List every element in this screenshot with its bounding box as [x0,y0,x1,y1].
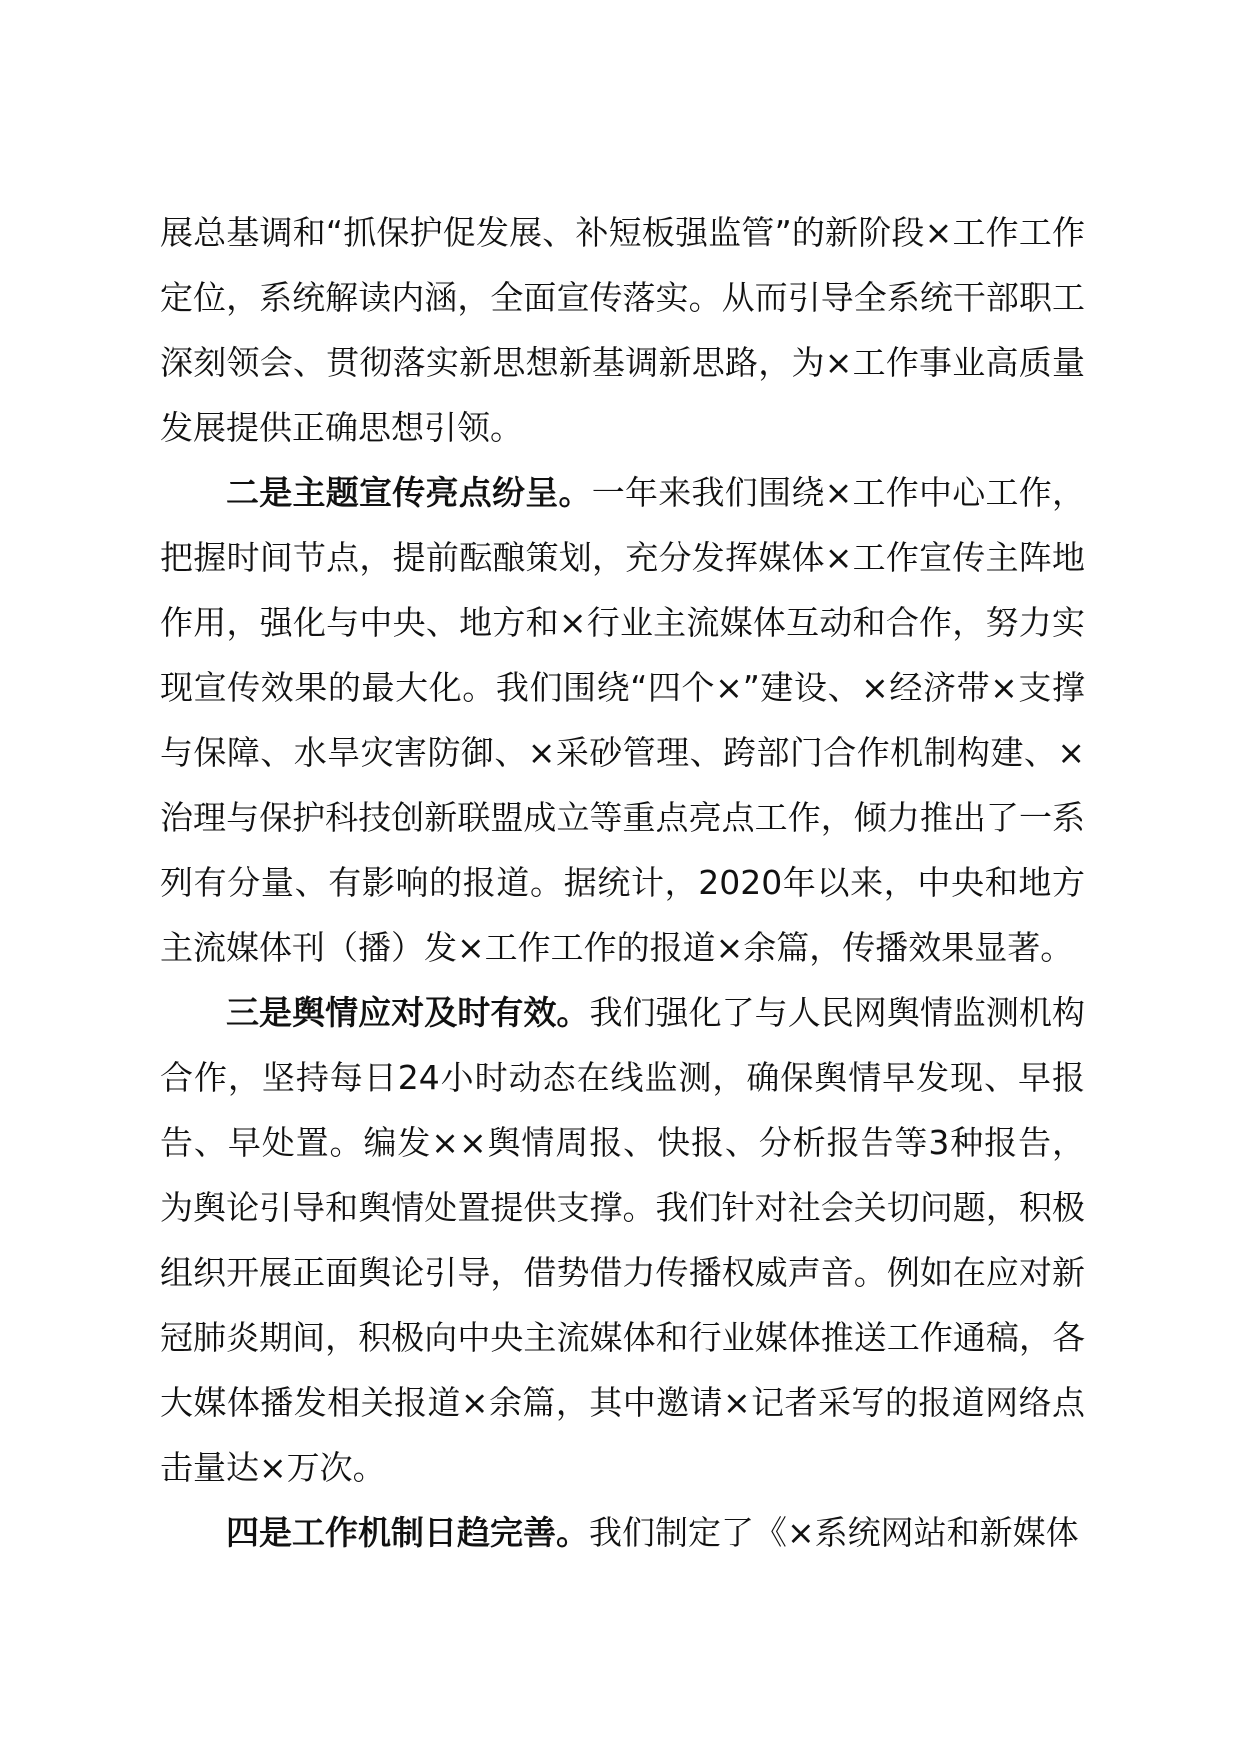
paragraph-continuation [160,200,1085,460]
paragraph-heading: 二是主题宣传亮点纷呈。 [226,473,592,512]
document-body [160,200,1085,1565]
paragraph-text: 展总基调和“抓保护促发展、补短板强监管”的新阶段×工作工作定位，系统解读内涵，全面宣传落实。从而引导全系统干部职工深刻领会、贯彻落实新思想新基调新思路，为×工作事业高质量发展提供正确思想引领。 [160,213,1085,447]
paragraph-heading: 三是舆情应对及时有效。 [226,993,590,1032]
paragraph-topic-publicity [160,460,1085,980]
paragraph-public-opinion [160,980,1085,1500]
paragraph-text: 我们制定了《×系统网站和新媒体 [589,1513,1079,1552]
paragraph-heading: 四是工作机制日趋完善。 [226,1513,589,1552]
paragraph-work-mechanism [160,1500,1085,1565]
paragraph-text: 我们强化了与人民网舆情监测机构合作，坚持每日24小时动态在线监测，确保舆情早发现、早报告、早处置。编发××舆情周报、快报、分析报告等3种报告，为舆论引导和舆情处置提供支撑。我们针对社会关切问题，积极组织开展正面舆论引导，借势借力传播权威声音。例如在应对新冠肺炎期间，积极向中央主流媒体和行业媒体推送工作通稿，各大媒体播发相关报道×余篇，其中邀请×记者采写的报道网络点击量达×万次。 [160,993,1086,1487]
paragraph-text: 一年来我们围绕×工作中心工作，把握时间节点，提前酝酿策划，充分发挥媒体×工作宣传主阵地作用，强化与中央、地方和×行业主流媒体互动和合作，努力实现宣传效果的最大化。我们围绕“四个×”建设、×经济带×支撑与保障、水旱灾害防御、×采砂管理、跨部门合作机制构建、×治理与保护科技创新联盟成立等重点亮点工作，倾力推出了一系列有分量、有影响的报道。据统计，2020年以来，中央和地方主流媒体刊（播）发×工作工作的报道×余篇，传播效果显著。 [160,473,1085,967]
